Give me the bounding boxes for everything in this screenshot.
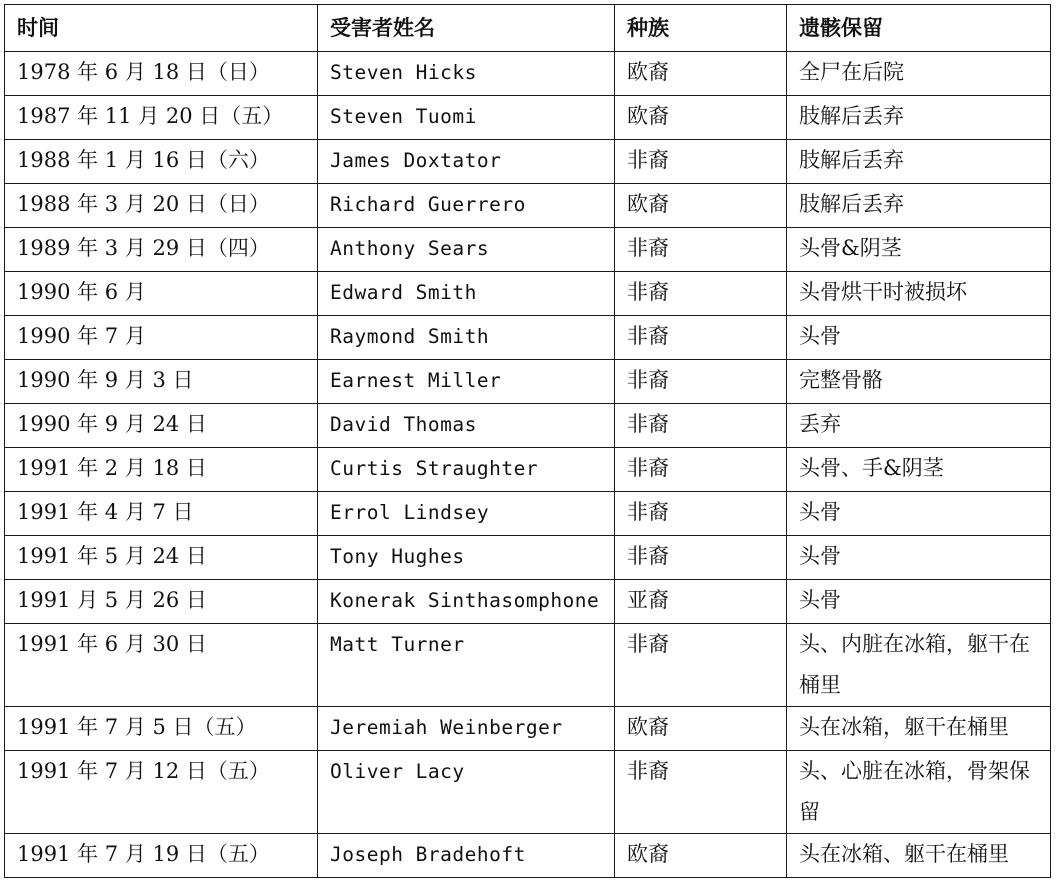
cell-race: 欧裔 <box>615 52 787 96</box>
table-row <box>5 52 1051 96</box>
cell-remains: 完整骨骼 <box>787 360 1051 404</box>
cell-remains: 头、心脏在冰箱，骨架保留 <box>787 751 1051 834</box>
cell-race: 非裔 <box>615 228 787 272</box>
cell-remains: 头骨、手&阴茎 <box>787 448 1051 492</box>
table-row <box>5 360 1051 404</box>
header-name: 受害者姓名 <box>318 5 615 52</box>
cell-name: Steven Tuomi <box>318 96 615 140</box>
cell-date: 1991 年 7 月 19 日（五） <box>5 834 318 878</box>
cell-date: 1991 年 7 月 12 日（五） <box>5 751 318 834</box>
cell-race: 非裔 <box>615 316 787 360</box>
table-body <box>5 52 1051 878</box>
cell-race: 欧裔 <box>615 96 787 140</box>
cell-name: Earnest Miller <box>318 360 615 404</box>
cell-remains: 肢解后丢弃 <box>787 96 1051 140</box>
table-row <box>5 228 1051 272</box>
cell-remains: 头骨 <box>787 316 1051 360</box>
cell-date: 1978 年 6 月 18 日（日） <box>5 52 318 96</box>
table-row <box>5 448 1051 492</box>
header-race: 种族 <box>615 5 787 52</box>
table-row <box>5 96 1051 140</box>
table-row <box>5 707 1051 751</box>
cell-name: Errol Lindsey <box>318 492 615 536</box>
cell-date: 1988 年 1 月 16 日（六） <box>5 140 318 184</box>
cell-race: 非裔 <box>615 140 787 184</box>
cell-remains: 肢解后丢弃 <box>787 184 1051 228</box>
cell-remains: 头骨烘干时被损坏 <box>787 272 1051 316</box>
table-header-row <box>5 5 1051 52</box>
cell-remains: 全尸在后院 <box>787 52 1051 96</box>
cell-name: Steven Hicks <box>318 52 615 96</box>
cell-remains: 肢解后丢弃 <box>787 140 1051 184</box>
cell-date: 1991 年 2 月 18 日 <box>5 448 318 492</box>
cell-name: Richard Guerrero <box>318 184 615 228</box>
cell-remains: 头骨 <box>787 580 1051 624</box>
cell-race: 亚裔 <box>615 580 787 624</box>
cell-name: Jeremiah Weinberger <box>318 707 615 751</box>
table-row <box>5 751 1051 834</box>
cell-race: 非裔 <box>615 751 787 834</box>
cell-date: 1989 年 3 月 29 日（四） <box>5 228 318 272</box>
cell-remains: 头骨 <box>787 492 1051 536</box>
cell-name: Raymond Smith <box>318 316 615 360</box>
cell-name: Oliver Lacy <box>318 751 615 834</box>
cell-name: Joseph Bradehoft <box>318 834 615 878</box>
cell-name: Konerak Sinthasomphone <box>318 580 615 624</box>
cell-race: 非裔 <box>615 448 787 492</box>
cell-name: Matt Turner <box>318 624 615 707</box>
table-row <box>5 536 1051 580</box>
cell-race: 非裔 <box>615 360 787 404</box>
table-row <box>5 404 1051 448</box>
table-row <box>5 624 1051 707</box>
cell-name: Edward Smith <box>318 272 615 316</box>
cell-date: 1991 年 6 月 30 日 <box>5 624 318 707</box>
table-row <box>5 272 1051 316</box>
cell-race: 非裔 <box>615 624 787 707</box>
table-row <box>5 580 1051 624</box>
cell-date: 1991 年 4 月 7 日 <box>5 492 318 536</box>
cell-remains: 头骨&阴茎 <box>787 228 1051 272</box>
cell-race: 非裔 <box>615 492 787 536</box>
table-row <box>5 316 1051 360</box>
cell-date: 1990 年 7 月 <box>5 316 318 360</box>
cell-name: Curtis Straughter <box>318 448 615 492</box>
cell-remains: 头在冰箱、躯干在桶里 <box>787 834 1051 878</box>
cell-remains: 丢弃 <box>787 404 1051 448</box>
cell-remains: 头、内脏在冰箱，躯干在桶里 <box>787 624 1051 707</box>
cell-date: 1990 年 6 月 <box>5 272 318 316</box>
cell-race: 非裔 <box>615 536 787 580</box>
table-row <box>5 492 1051 536</box>
cell-name: James Doxtator <box>318 140 615 184</box>
cell-name: Tony Hughes <box>318 536 615 580</box>
cell-race: 非裔 <box>615 404 787 448</box>
table-row <box>5 140 1051 184</box>
cell-remains: 头在冰箱，躯干在桶里 <box>787 707 1051 751</box>
cell-remains: 头骨 <box>787 536 1051 580</box>
cell-date: 1991 月 5 月 26 日 <box>5 580 318 624</box>
victims-table <box>4 4 1051 878</box>
cell-name: David Thomas <box>318 404 615 448</box>
cell-race: 非裔 <box>615 272 787 316</box>
cell-date: 1991 年 5 月 24 日 <box>5 536 318 580</box>
cell-date: 1987 年 11 月 20 日（五） <box>5 96 318 140</box>
header-date: 时间 <box>5 5 318 52</box>
cell-date: 1990 年 9 月 3 日 <box>5 360 318 404</box>
cell-date: 1988 年 3 月 20 日（日） <box>5 184 318 228</box>
table-row <box>5 184 1051 228</box>
cell-date: 1990 年 9 月 24 日 <box>5 404 318 448</box>
table-row <box>5 834 1051 878</box>
cell-name: Anthony Sears <box>318 228 615 272</box>
cell-race: 欧裔 <box>615 834 787 878</box>
cell-race: 欧裔 <box>615 707 787 751</box>
cell-race: 欧裔 <box>615 184 787 228</box>
header-remains: 遗骸保留 <box>787 5 1051 52</box>
cell-date: 1991 年 7 月 5 日（五） <box>5 707 318 751</box>
